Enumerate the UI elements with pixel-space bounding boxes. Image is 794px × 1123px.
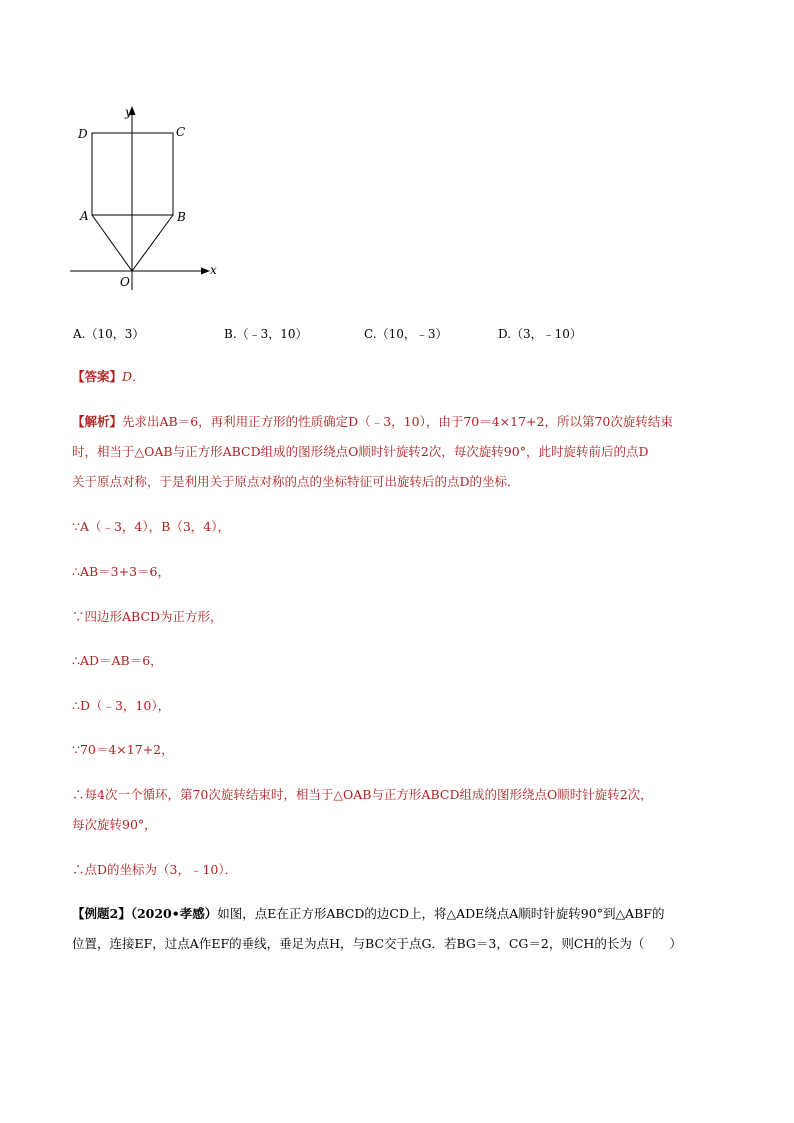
- example-text-1: 如图，点E在正方形ABCD的边CD上，将△ADE绕点A顺时针旋转90°到△ABF的: [217, 906, 665, 921]
- option-a: A.（10，3）: [73, 327, 145, 341]
- analysis-tag: 【解析】: [72, 414, 123, 429]
- analysis-line-1: [72, 413, 673, 431]
- example-tag: 【例题2】: [72, 906, 131, 921]
- label-c: C: [176, 125, 186, 139]
- example-line-1: [72, 905, 664, 923]
- step-7: ∴每4次一个循环，第70次旋转结束时，相当于△OAB与正方形ABCD组成的图形绕点O顺时针旋转2次，: [72, 787, 653, 802]
- option-d: D.（3，﹣10）: [498, 327, 582, 341]
- label-b: B: [177, 210, 186, 224]
- step-1: ∵A（﹣3，4），B（3，4），: [72, 519, 230, 534]
- example-line-2: 位置，连接EF，过点A作EF的垂线，垂足为点H，与BC交于点G．若BG＝3，CG＝2，则CH的长为（ ）: [72, 936, 682, 951]
- step-9: ∴点D的坐标为（3，﹣10）．: [72, 862, 238, 877]
- step-6: ∵70＝4×17+2，: [72, 742, 174, 757]
- answer-tag: 【答案】: [72, 369, 123, 384]
- label-y: y: [125, 105, 132, 119]
- analysis-line-2: 时，相当于△OAB与正方形ABCD组成的图形绕点O顺时针旋转2次，每次旋转90°，此时旋转前后的点D: [72, 444, 649, 459]
- answer-value: D．: [122, 369, 145, 384]
- x-axis-arrow: [201, 268, 210, 275]
- answer-line: [72, 368, 145, 386]
- label-d: D: [78, 127, 88, 141]
- step-2: ∴AB＝3+3＝6，: [72, 564, 170, 579]
- step-5: ∴D（﹣3，10），: [72, 698, 171, 713]
- step-8: 每次旋转90°，: [72, 817, 157, 832]
- example-source: （2020•孝感）: [130, 906, 218, 921]
- option-b: B.（﹣3，10）: [224, 327, 308, 341]
- label-o: O: [120, 275, 130, 289]
- analysis-text-1: 先求出AB＝6，再利用正方形的性质确定D（﹣3，10），由于70＝4×17+2，所以第70次旋转结束: [122, 414, 673, 429]
- label-x: x: [210, 263, 217, 277]
- step-3: ∵四边形ABCD为正方形，: [72, 609, 223, 624]
- label-a: A: [80, 209, 89, 223]
- coordinate-figure: [70, 100, 230, 295]
- step-4: ∴AD＝AB＝6，: [72, 653, 163, 668]
- option-c: C.（10，﹣3）: [364, 327, 448, 341]
- analysis-line-3: 关于原点对称，于是利用关于原点对称的点的坐标特征可出旋转后的点D的坐标．: [72, 474, 520, 489]
